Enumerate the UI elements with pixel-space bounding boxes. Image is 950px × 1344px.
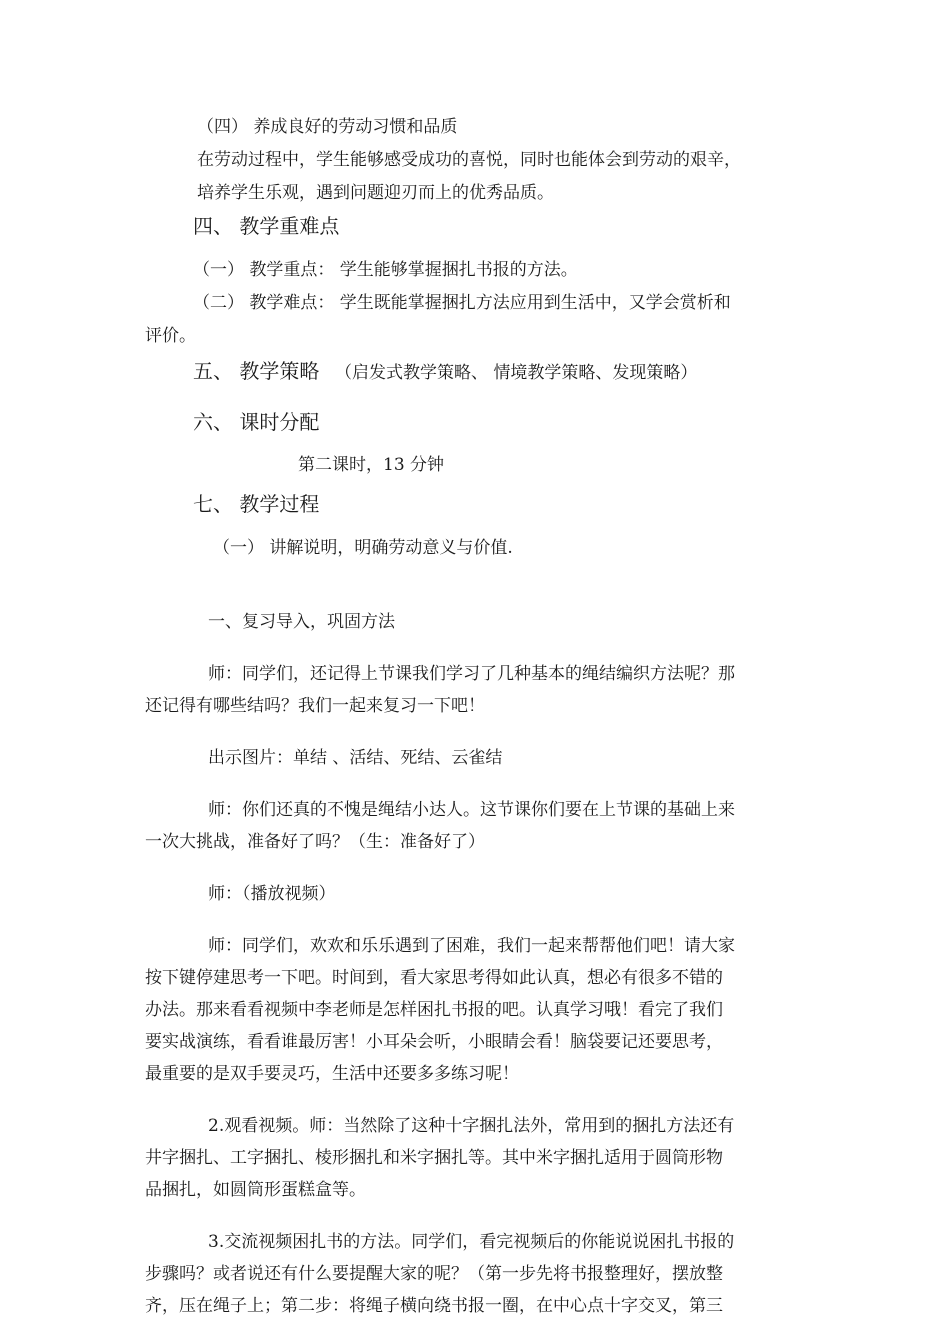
section-heading: 四、 教学重难点	[193, 214, 340, 238]
paragraph-line: 2.观看视频。师：当然除了这种十字捆扎法外，常用到的捆扎方法还有	[208, 1116, 735, 1136]
paragraph-line: 师：同学们，欢欢和乐乐遇到了困难，我们一起来帮帮他们吧！请大家	[208, 936, 735, 956]
paragraph-line: 第二课时，13 分钟	[298, 455, 445, 475]
paragraph-line: 出示图片：单结 、活结、死结、云雀结	[208, 748, 503, 768]
paragraph-line: 步骤吗？或者说还有什么要提醒大家的呢？（第一步先将书报整理好，摆放整	[145, 1264, 723, 1284]
paragraph-line: 师：（播放视频）	[208, 884, 336, 904]
paragraph-line: 在劳动过程中，学生能够感受成功的喜悦，同时也能体会到劳动的艰辛，	[197, 150, 741, 170]
paragraph-line: 按下键停建思考一下吧。时间到，看大家思考得如此认真，想必有很多不错的	[145, 968, 723, 988]
paragraph-line: 办法。那来看看视频中李老师是怎样困扎书报的吧。认真学习哦！看完了我们	[145, 1000, 723, 1020]
subsection-heading: （一） 讲解说明，明确劳动意义与价值.	[213, 538, 513, 558]
paragraph-line: 一次大挑战，准备好了吗？（生：准备好了）	[145, 832, 485, 852]
paragraph-line: 师：同学们，还记得上节课我们学习了几种基本的绳结编织方法呢？那	[208, 664, 735, 684]
section-heading: 七、 教学过程	[193, 492, 320, 516]
paragraph-line: 师：你们还真的不愧是绳结小达人。这节课你们要在上节课的基础上来	[208, 800, 735, 820]
section-heading: 五、 教学策略	[193, 359, 320, 383]
paragraph-line: 齐，压在绳子上；第二步：将绳子横向绕书报一圈，在中心点十字交叉，第三	[145, 1296, 723, 1316]
paragraph-line: 最重要的是双手要灵巧，生活中还要多多练习呢！	[145, 1064, 519, 1084]
paragraph-line: 井字捆扎、工字捆扎、棱形捆扎和米字捆扎等。其中米字捆扎适用于圆筒形物	[145, 1148, 723, 1168]
paragraph-line: 3.交流视频困扎书的方法。同学们，看完视频后的你能说说困扎书报的	[208, 1232, 735, 1252]
subsection-heading: （四） 养成良好的劳动习惯和品质	[197, 117, 458, 137]
section-heading: 六、 课时分配	[193, 410, 320, 434]
paragraph-line: 还记得有哪些结吗？我们一起来复习一下吧！	[145, 696, 485, 716]
paragraph-line: 要实战演练，看看谁最厉害！小耳朵会听，小眼睛会看！脑袋要记还要思考，	[145, 1032, 723, 1052]
paragraph-line: 评价。	[145, 326, 196, 346]
paragraph-heading: 一、复习导入，巩固方法	[208, 612, 395, 632]
subsection-item: （二） 教学难点： 学生既能掌握捆扎方法应用到生活中，又学会赏析和	[193, 293, 731, 313]
subsection-item: （一） 教学重点： 学生能够掌握捆扎书报的方法。	[193, 260, 578, 280]
paragraph-line: 品捆扎，如圆筒形蛋糕盒等。	[145, 1180, 366, 1200]
section-heading-note: （启发式教学策略、 情境教学策略、发现策略）	[335, 363, 698, 383]
paragraph-line: 培养学生乐观，遇到问题迎刃而上的优秀品质。	[197, 183, 554, 203]
